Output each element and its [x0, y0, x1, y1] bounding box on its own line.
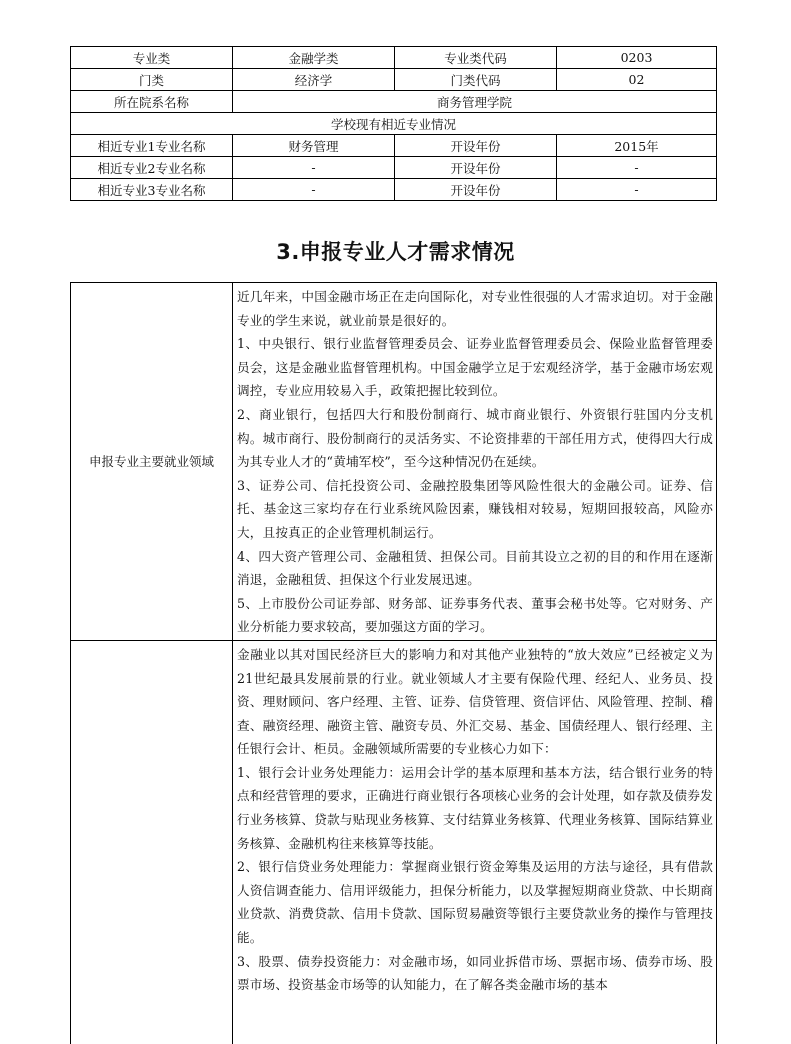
department-label: 所在院系名称 [71, 91, 233, 113]
career-fields-label: 申报专业主要就业领域 [71, 283, 233, 641]
similar-majors-header: 学校现有相近专业情况 [71, 113, 717, 135]
similar-major-1-name: 财务管理 [233, 135, 395, 157]
similar-major-2-name: - [233, 157, 395, 179]
discipline-code-value: 02 [557, 69, 717, 91]
similar-major-2-year: - [557, 157, 717, 179]
major-info-table [70, 46, 717, 201]
paragraph: 2、银行信贷业务处理能力：掌握商业银行资金筹集及运用的方法与途径，具有借款人资信调查能力、信用评级能力，担保分析能力，以及掌握短期商业贷款、中长期商业贷款、消费贷款、信用卡贷款、国际贸易融资等银行主要贷款业务的操作与管理技能。 [237, 859, 713, 946]
paragraph: 金融业以其对国民经济巨大的影响力和对其他产业独特的“放大效应”已经被定义为21世纪最具发展前景的行业。就业领域人才主要有保险代理、经纪人、业务员、投资、理财顾问、客户经理、主管、证券、信贷管理、资信评估、风险管理、控制、稽查、融资经理、融资主管、融资专员、外汇交易、基金、国债经理人、银行经理、主任银行会计、柜员。金融领域所需要的专业核心力如下： [237, 646, 713, 757]
similar-major-1-year: 2015年 [557, 135, 717, 157]
major-category-label: 专业类 [71, 47, 233, 69]
similar-major-3-name: - [233, 179, 395, 201]
table-row [71, 113, 717, 135]
major-category-code-value: 0203 [557, 47, 717, 69]
paragraph: 4、四大资产管理公司、金融租赁、担保公司。目前其设立之初的目的和作用在逐渐消退，金融租赁、担保这个行业发展迅速。 [237, 548, 713, 588]
table-row [71, 283, 717, 641]
table-row [71, 157, 717, 179]
paragraph: 5、上市股份公司证券部、财务部、证券事务代表、董事会秘书处等。它对财务、产业分析能力要求较高，要加强这方面的学习。 [237, 595, 713, 635]
paragraph: 2、商业银行，包括四大行和股份制商行、城市商业银行、外资银行驻国内分支机构。城市商行、股份制商行的灵活务实、不论资排辈的干部任用方式，使得四大行成为其专业人才的“黄埔军校”，至今这种情况仍在延续。 [237, 406, 713, 470]
table-row [71, 179, 717, 201]
similar-major-1-year-label: 开设年份 [395, 135, 557, 157]
major-category-value: 金融学类 [233, 47, 395, 69]
paragraph: 3、证券公司、信托投资公司、金融控股集团等风险性很大的金融公司。证券、信托、基金这三家均存在行业系统风险因素，赚钱相对较易，短期回报较高，风险亦大，且按真正的企业管理机制运行。 [237, 477, 713, 540]
major-category-code-label: 专业类代码 [395, 47, 557, 69]
department-value: 商务管理学院 [233, 91, 717, 113]
paragraph: 1、银行会计业务处理能力：运用会计学的基本原理和基本方法，结合银行业务的特点和经营管理的要求，正确进行商业银行各项核心业务的会计处理，如存款及债券发行业务核算、贷款与贴现业务核算、支付结算业务核算、代理业务核算、国际结算业务核算、金融机构往来核算等技能。 [237, 764, 713, 851]
similar-major-2-year-label: 开设年份 [395, 157, 557, 179]
paragraph: 1、中央银行、银行业监督管理委员会、证券业监督管理委员会、保险业监督管理委员会，这是金融业监督管理机构。中国金融学立足于宏观经济学，基于金融市场宏观调控，专业应用较易入手，政策把握比较到位。 [237, 336, 713, 399]
table-row [71, 135, 717, 157]
table-row [71, 69, 717, 91]
discipline-label: 门类 [71, 69, 233, 91]
core-competency-content [233, 640, 717, 1044]
career-fields-content [233, 283, 717, 641]
talent-demand-table [70, 282, 717, 1044]
core-competency-label [71, 640, 233, 1044]
paragraph: 近几年来，中国金融市场正在走向国际化，对专业性很强的人才需求迫切。对于金融专业的学生来说，就业前景是很好的。 [237, 289, 713, 328]
similar-major-1-label: 相近专业1专业名称 [71, 135, 233, 157]
discipline-value: 经济学 [233, 69, 395, 91]
similar-major-3-year: - [557, 179, 717, 201]
similar-major-2-label: 相近专业2专业名称 [71, 157, 233, 179]
paragraph: 3、股票、债券投资能力：对金融市场，如同业拆借市场、票据市场、债券市场、股票市场、投资基金市场等的认知能力，在了解各类金融市场的基本 [237, 953, 713, 993]
table-row [71, 640, 717, 1044]
discipline-code-label: 门类代码 [395, 69, 557, 91]
similar-major-3-year-label: 开设年份 [395, 179, 557, 201]
section-title: 3.申报专业人才需求情况 [276, 240, 515, 264]
table-row [71, 47, 717, 69]
table-row [71, 91, 717, 113]
similar-major-3-label: 相近专业3专业名称 [71, 179, 233, 201]
